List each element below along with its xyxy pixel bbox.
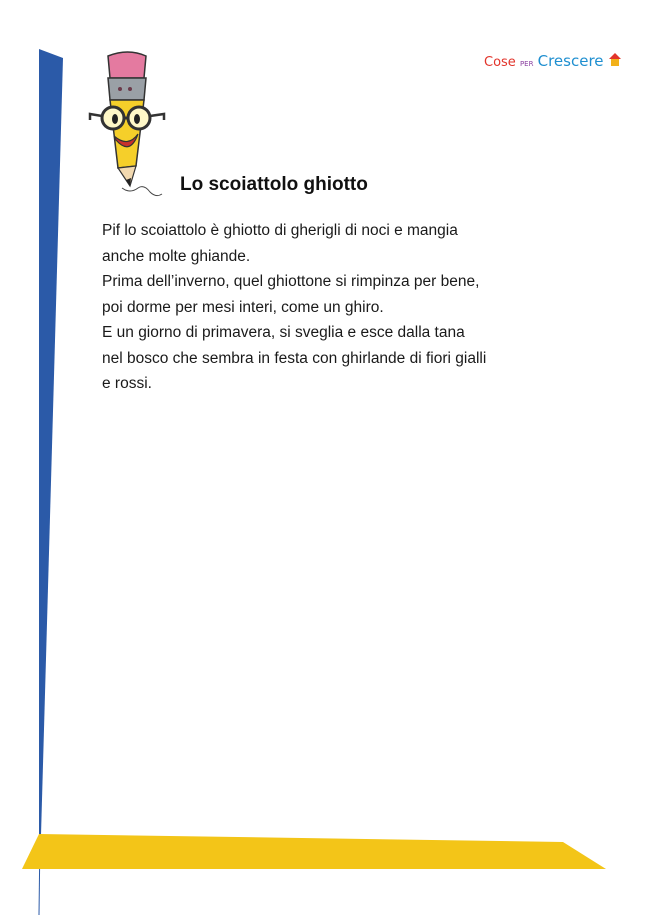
story-line: anche molte ghiande.: [102, 247, 251, 265]
story-line: nel bosco che sembra in festa con ghirlande di fiori gialli: [102, 349, 487, 367]
cose-per-crescere-logo: [484, 52, 614, 78]
story-line: Pif lo scoiattolo è ghiotto di gherigli di noci e mangia: [102, 222, 458, 239]
story-line: Prima dell’inverno, quel ghiottone si rimpinza per bene,: [102, 273, 480, 290]
logo-word-cose: Cose: [484, 55, 516, 70]
page-title: Lo scoiattolo ghiotto: [180, 174, 368, 195]
story-line: e rossi.: [102, 375, 152, 392]
story-line: E un giorno di primavera, si sveglia e esce dalla tana: [102, 324, 465, 341]
logo-word-crescere: Crescere: [537, 52, 604, 70]
blue-margin-bar: [39, 49, 63, 835]
story-line: poi dorme per mesi interi, come un ghiro.: [102, 298, 384, 316]
house-icon: [608, 52, 622, 68]
pencil-mascot-icon: [78, 48, 178, 208]
logo-word-per: PER: [519, 60, 534, 68]
story-text: [102, 218, 582, 397]
yellow-bottom-band: [22, 834, 606, 869]
